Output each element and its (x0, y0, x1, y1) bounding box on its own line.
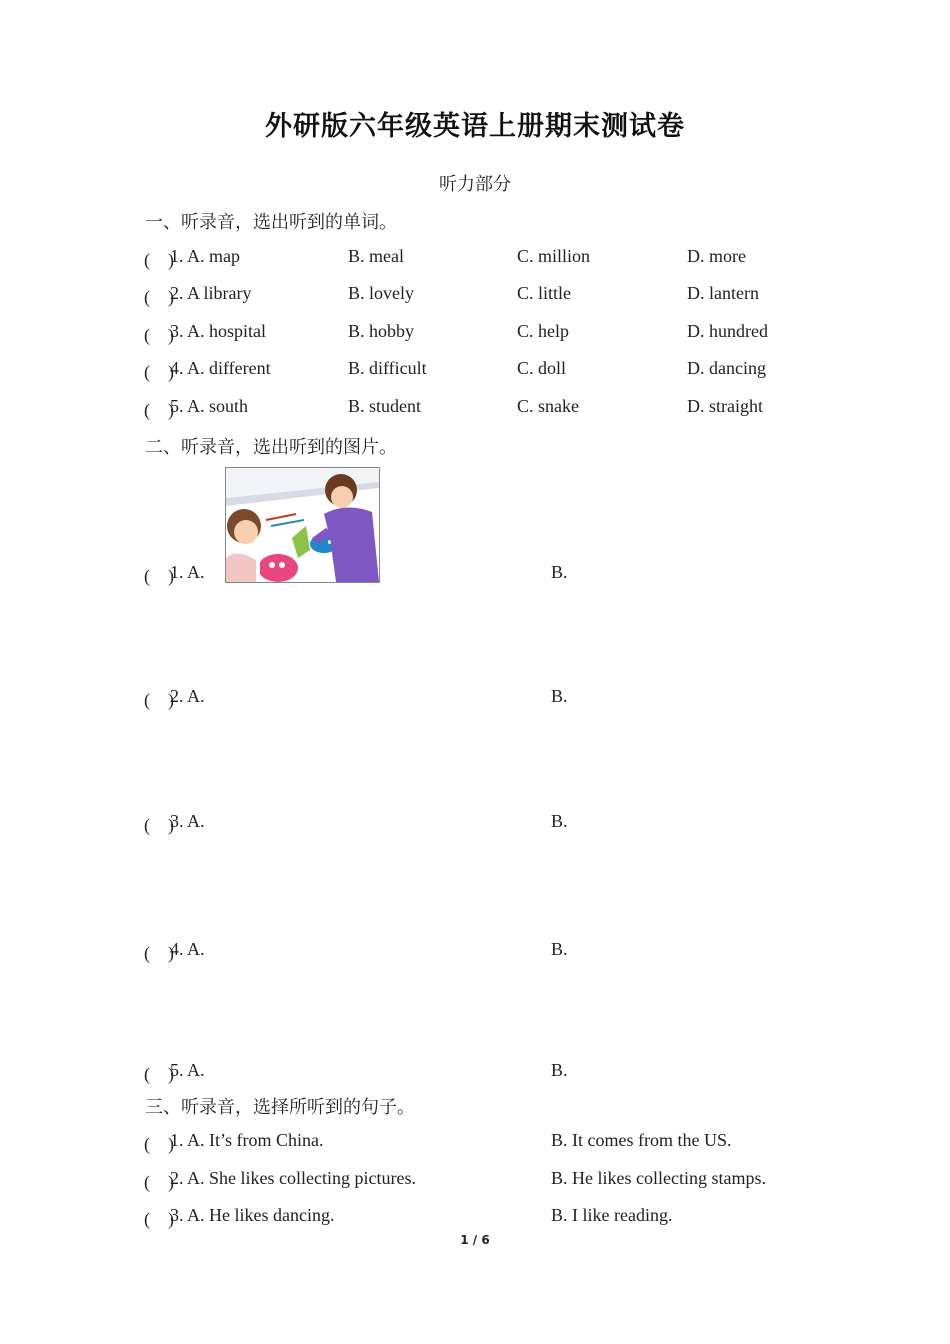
option-a: 3. A. (170, 811, 205, 831)
section1-question (0, 246, 950, 270)
option-d: D. lantern (687, 283, 759, 303)
answer-blank[interactable]: ( ) (144, 325, 174, 345)
option-a: 2. A. She likes collecting pictures. (170, 1168, 416, 1188)
option-b: B. (551, 686, 568, 706)
section2-heading: 二、听录音，选出听到的图片。 (145, 437, 397, 457)
option-b: B. It comes from the US. (551, 1130, 732, 1150)
section3-question (0, 1168, 950, 1192)
option-a: 1. A. map (170, 246, 240, 266)
option-c: C. little (517, 283, 571, 303)
section2-question (0, 686, 950, 710)
option-a: 4. A. different (170, 358, 271, 378)
option-b: B. student (348, 396, 422, 416)
option-a: 3. A. hospital (170, 321, 267, 341)
answer-blank[interactable]: ( ) (144, 1172, 174, 1192)
answer-blank[interactable]: ( ) (144, 287, 174, 307)
answer-blank[interactable]: ( ) (144, 362, 174, 382)
option-a: 1. A. It’s from China. (170, 1130, 324, 1150)
option-b: B. He likes collecting stamps. (551, 1168, 766, 1188)
option-b: B. I like reading. (551, 1205, 673, 1225)
section-subtitle: 听力部分 (439, 174, 511, 194)
answer-blank[interactable]: ( ) (144, 815, 174, 835)
option-b: B. difficult (348, 358, 427, 378)
section1-question (0, 283, 950, 307)
answer-blank[interactable]: ( ) (144, 400, 174, 420)
section1-question (0, 321, 950, 345)
option-c: C. million (517, 246, 591, 266)
section3-question (0, 1130, 950, 1154)
option-b: B. meal (348, 246, 404, 266)
option-a: 1. A. (170, 562, 205, 582)
section1-question (0, 396, 950, 420)
answer-blank[interactable]: ( ) (144, 250, 174, 270)
option-a: 3. A. He likes dancing. (170, 1205, 335, 1225)
section2-question (0, 562, 950, 586)
option-b: B. (551, 562, 568, 582)
section3-heading: 三、听录音，选择所听到的句子。 (145, 1097, 415, 1117)
option-d: D. straight (687, 396, 763, 416)
section1-question (0, 358, 950, 382)
option-b: B. (551, 811, 568, 831)
page-title: 外研版六年级英语上册期末测试卷 (265, 111, 685, 142)
answer-blank[interactable]: ( ) (144, 1134, 174, 1154)
option-b: B. (551, 1060, 568, 1080)
option-b: B. (551, 939, 568, 959)
section2-question (0, 811, 950, 835)
option-c: C. help (517, 321, 569, 341)
section3-question (0, 1205, 950, 1229)
answer-blank[interactable]: ( ) (144, 566, 174, 586)
page-number: 1 / 6 (460, 1233, 490, 1247)
option-a: 2. A library (170, 283, 252, 303)
option-a: 2. A. (170, 686, 205, 706)
section2-question (0, 939, 950, 963)
section2-question (0, 1060, 950, 1084)
option-a: 5. A. south (170, 396, 249, 416)
option-c: C. doll (517, 358, 567, 378)
option-d: D. dancing (687, 358, 766, 378)
option-a: 5. A. (170, 1060, 205, 1080)
option-d: D. more (687, 246, 746, 266)
option-c: C. snake (517, 396, 579, 416)
answer-blank[interactable]: ( ) (144, 1064, 174, 1084)
option-a: 4. A. (170, 939, 205, 959)
answer-blank[interactable]: ( ) (144, 943, 174, 963)
section1-heading: 一、听录音，选出听到的单词。 (145, 212, 397, 232)
option-b: B. lovely (348, 283, 414, 303)
answer-blank[interactable]: ( ) (144, 1209, 174, 1229)
option-b: B. hobby (348, 321, 415, 341)
answer-blank[interactable]: ( ) (144, 690, 174, 710)
option-d: D. hundred (687, 321, 768, 341)
